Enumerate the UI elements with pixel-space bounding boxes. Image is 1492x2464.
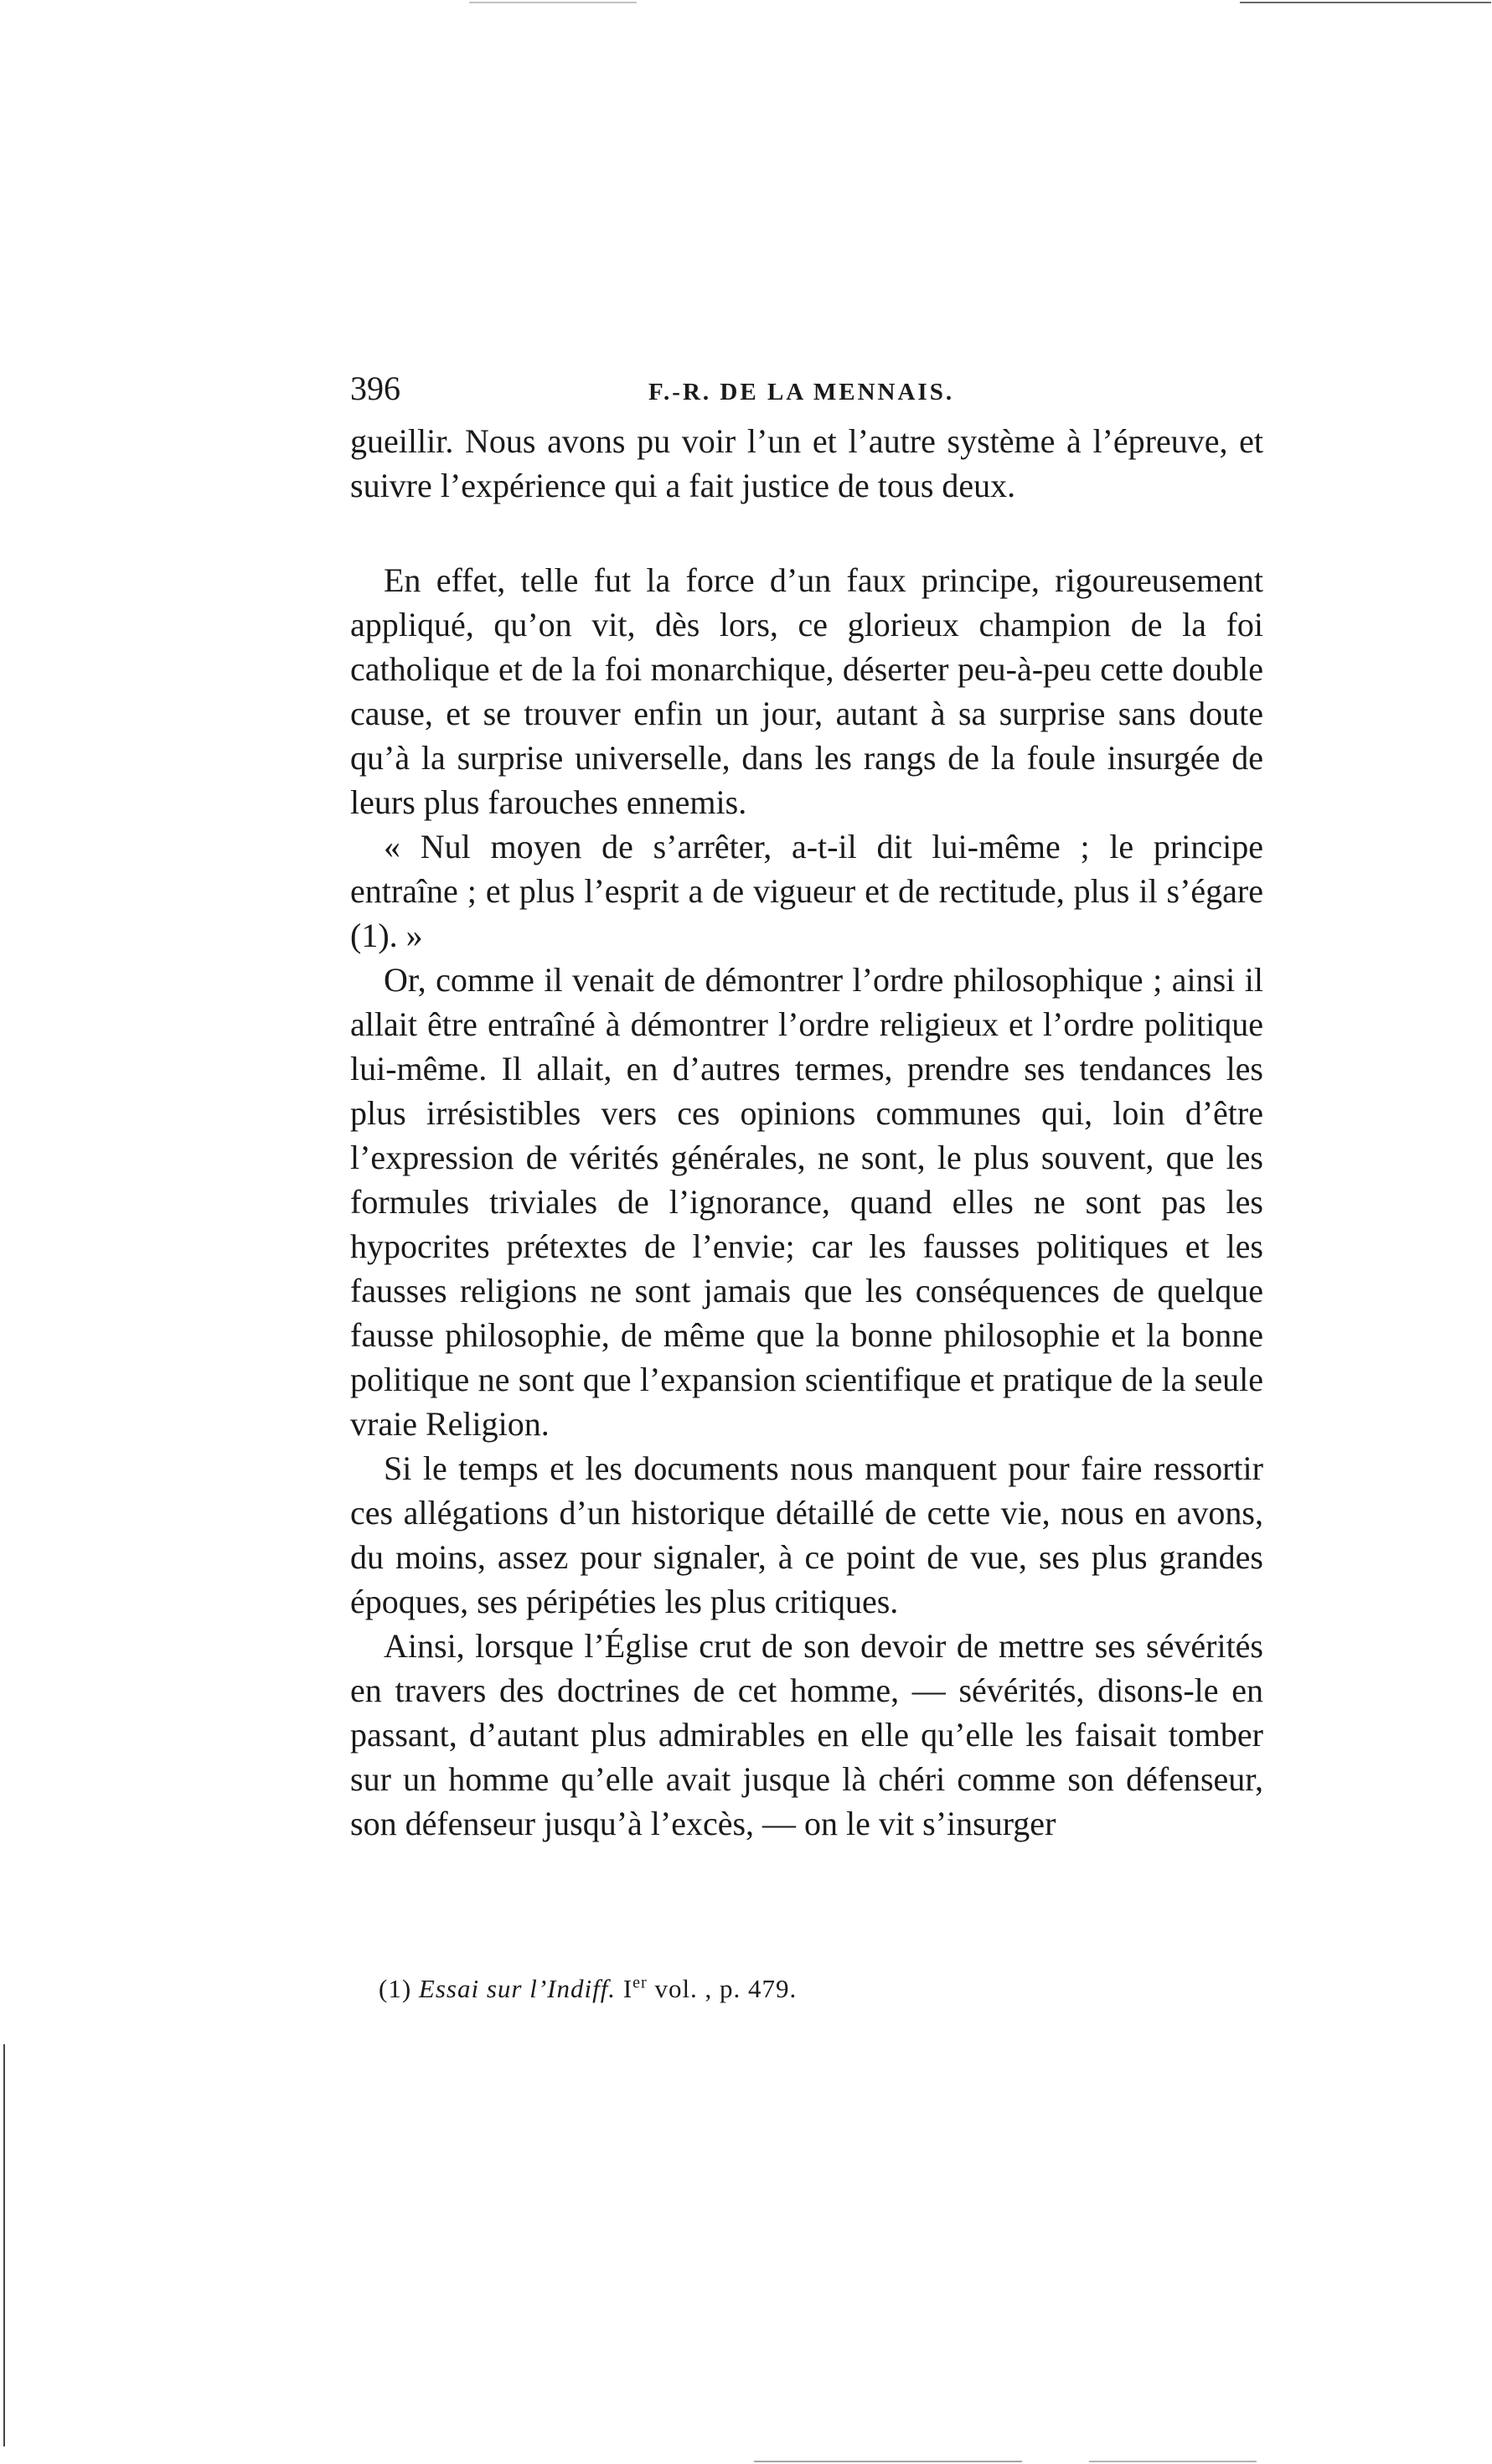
paragraph: En effet, telle fut la force d’un faux principe, rigoureusement appliqué, qu’on vit, dès lors, ce glorieux champion de la foi catholique et de la foi monarchique, déserter peu-à-peu cette double cause, et se trouver enfin un jour, autant à sa surprise sans doute qu’à la surprise universelle, dans les rangs de la foule insurgée de leurs plus farouches ennemis. — [350, 561, 1263, 821]
footnote-title: Essai sur l’Indiff. — [418, 1974, 617, 2003]
footnote-volume — [623, 1974, 648, 2003]
paragraph: gueillir. Nous avons pu voir l’un et l’autre système à l’épreuve, et suivre l’expérience qui a fait justice de tous deux. — [350, 422, 1263, 504]
scan-artifact-top-1 — [1240, 2, 1491, 3]
running-head: F.-R. DE LA MENNAIS. — [648, 379, 955, 406]
footnote — [379, 1974, 797, 2004]
page-header — [350, 369, 1263, 419]
footnote-volume-number: I — [622, 1974, 633, 2003]
paragraph: Ainsi, lorsque l’Église crut de son devoir de mettre ses sévérités en travers des doctrines de cet homme, — sévérités, disons-le en passant, d’autant plus admirables en elle qu’elle les faisait tomber sur un homme qu’elle avait jusque là chéri comme son défenseur, son défenseur jusqu’à l’excès, — on le vit s’insurger — [350, 1627, 1263, 1842]
paragraph: Si le temps et les documents nous manquent pour faire ressortir ces allégations d’un historique détaillé de cette vie, nous en avons, du moins, assez pour signaler, à ce point de vue, ses plus grandes époques, ses péripéties les plus critiques. — [350, 1449, 1263, 1620]
page-edge-shadow — [3, 2044, 5, 2446]
book-page — [350, 369, 1263, 1846]
scan-artifact-top-2 — [469, 2, 637, 3]
quotation-paragraph: « Nul moyen de s’arrêter, a-t-il dit lui-même ; le principe entraîne ; et plus l’esprit a de vigueur et de rectitude, plus il s’égare (1). » — [350, 828, 1263, 954]
scan-artifact-bottom-2 — [1089, 2461, 1257, 2462]
page-number: 396 — [350, 369, 400, 407]
footnote-volume-superscript: er — [632, 1973, 648, 1992]
footnote-marker: (1) — [379, 1974, 412, 2003]
paragraph: Or, comme il venait de démontrer l’ordre philosophique ; ainsi il allait être entraîné à démontrer l’ordre religieux et l’ordre politique lui-même. Il allait, en d’autres termes, prendre ses tendances les plus irrésistibles vers ces opinions communes qui, loin d’être l’expression de vérités générales, ne sont, le plus souvent, que les formules triviales de l’ignorance, quand elles ne sont pas les hypocrites prétextes de l’envie; car les fausses politiques et les fausses religions ne sont jamais que les conséquences de quelque fausse philosophie, de même que la bonne philosophie et la bonne politique ne sont que l’expansion scientifique et pratique de la seule vraie Religion. — [350, 961, 1263, 1443]
footnote-reference: vol. , p. 479. — [654, 1974, 798, 2003]
body-text — [350, 419, 1263, 1846]
scan-artifact-bottom-1 — [754, 2461, 1022, 2462]
